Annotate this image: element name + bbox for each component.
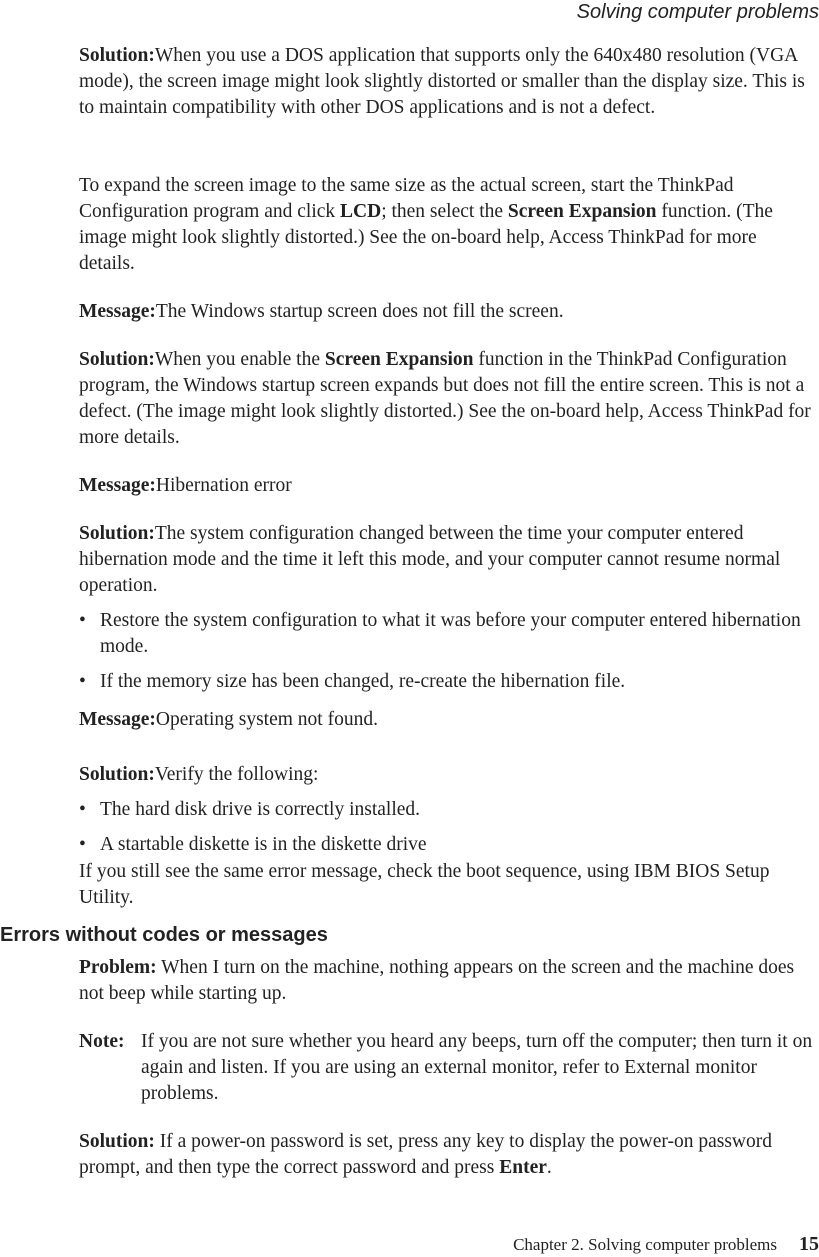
list-item-text: If the memory size has been changed, re-create the hibernation file.: [100, 671, 626, 692]
message-text: Hibernation error: [155, 475, 292, 496]
problem-label: Problem:: [79, 957, 157, 978]
bullet-icon: •: [79, 799, 86, 820]
solution-text: Verify the following:: [154, 764, 319, 785]
problem-text: When I turn on the machine, nothing appears on the screen and the machine does not beep while starting up.: [79, 957, 795, 1004]
screen-expansion-term: Screen Expansion: [324, 349, 474, 370]
solution-hibernation: [79, 521, 815, 695]
screen-expansion-term: Screen Expansion: [507, 201, 657, 222]
list-item: [79, 669, 815, 695]
solution-power-on-password: [79, 1129, 815, 1181]
still-error-paragraph: [79, 859, 815, 911]
solution-text: The system configuration changed between the time your computer entered hibernation mode and the time it left this mode, and your computer cannot resume normal operation.: [79, 523, 781, 596]
message-label: Message:: [79, 709, 156, 730]
text-span: function. (The image might look slightly distorted.) See the on-board help, Access ThinkPad for more details.: [79, 201, 773, 274]
text-span: ; then select the: [381, 201, 508, 222]
message-windows-startup: [79, 299, 815, 325]
solution-text: When you use a DOS application that supports only the 640x480 resolution (VGA mode), the screen image might look slightly distorted or smaller than the display size. This is to maintain compatibility with other DOS applications and is not a defect.: [79, 45, 805, 118]
message-text: Operating system not found.: [155, 709, 378, 730]
text-span: .: [546, 1157, 552, 1178]
text-span: When you enable the: [154, 349, 325, 370]
page-number: 15: [799, 1233, 819, 1255]
list-item-text: Restore the system configuration to what it was before your computer entered hibernation mode.: [100, 610, 801, 657]
solution-label: Solution:: [79, 523, 155, 544]
paragraph-text: If you still see the same error message, check the boot sequence, using IBM BIOS Setup Utility.: [79, 861, 770, 908]
running-header: Solving computer problems: [576, 1, 819, 23]
note-text: If you are not sure whether you heard any beeps, turn off the computer; then turn it on again and listen. If you are using an external monitor, refer to External monitor problems.: [141, 1031, 813, 1104]
lcd-term: LCD: [340, 201, 382, 222]
section-heading: Errors without codes or messages: [0, 924, 328, 946]
footer-chapter: Chapter 2. Solving computer problems: [513, 1235, 777, 1254]
message-hibernation-error: [79, 473, 815, 499]
message-text: The Windows startup screen does not fill the screen.: [155, 301, 564, 322]
list-item: [79, 832, 815, 858]
solution-label: Solution:: [79, 45, 155, 66]
list-item: [79, 608, 815, 660]
note-label: Note:: [79, 1031, 125, 1052]
solution-label: Solution:: [79, 764, 155, 785]
solution-screen-expansion: [79, 347, 815, 451]
text-span: If a power-on password is set, press any key to display the power-on password prompt, and then type the correct password and press: [79, 1131, 772, 1178]
bullet-icon: •: [79, 834, 86, 855]
solution-dos-resolution: [79, 43, 815, 121]
bullet-icon: •: [79, 610, 86, 631]
note-block: [79, 1029, 815, 1107]
bullet-icon: •: [79, 671, 86, 692]
message-os-not-found: [79, 707, 815, 733]
solution-label: Solution:: [79, 349, 155, 370]
enter-key-term: Enter: [499, 1157, 547, 1178]
problem-no-display: [79, 955, 815, 1007]
list-item: [79, 797, 815, 823]
solution-label: Solution:: [79, 1131, 155, 1152]
list-item-text: A startable diskette is in the diskette drive: [100, 834, 427, 855]
text-span: function in the ThinkPad Configuration program, the Windows startup screen expands but does not fill the entire screen. This is not a defect. (The image might look slightly distorted.) See the on-board help, Access ThinkPad for more details.: [79, 349, 811, 448]
message-label: Message:: [79, 301, 156, 322]
list-item-text: The hard disk drive is correctly installed.: [100, 799, 421, 820]
message-label: Message:: [79, 475, 156, 496]
expand-screen-paragraph: [79, 173, 815, 277]
solution-verify: [79, 762, 815, 858]
text-span: To expand the screen image to the same size as the actual screen, start the ThinkPad Configuration program and click: [79, 175, 734, 222]
page-footer: [513, 1233, 819, 1256]
